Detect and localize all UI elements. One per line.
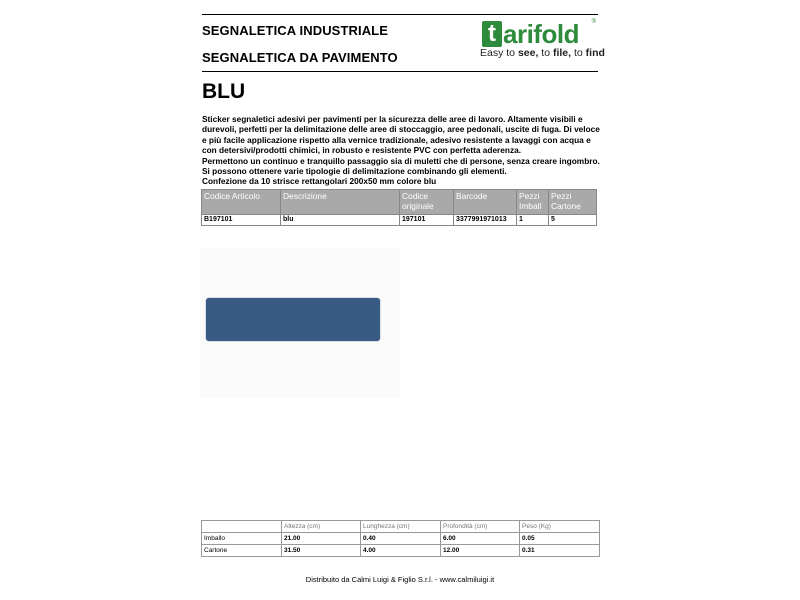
cell-altezza: 21.00 xyxy=(282,533,361,545)
table-row xyxy=(202,533,600,545)
cell-profondita: 12.00 xyxy=(441,545,520,557)
cell-peso: 0.31 xyxy=(520,545,600,557)
product-description xyxy=(202,114,600,187)
cell-pezzi-cartone: 5 xyxy=(549,215,597,226)
subcategory-heading: SEGNALETICA DA PAVIMENTO xyxy=(202,50,398,65)
tag-see: see, xyxy=(517,47,539,59)
logo-wordmark xyxy=(482,17,579,47)
distributor-footer: Distribuito da Calmi Luigi & Figlio S.r.l. - www.calmiluigi.it xyxy=(305,575,495,584)
cell-codice-articolo: B197101 xyxy=(202,215,281,226)
col-pezzi-imball: Pezzi Imball xyxy=(517,190,549,215)
col-lunghezza: Lunghezza (cm) xyxy=(361,521,441,533)
cell-profondita: 6.00 xyxy=(441,533,520,545)
tag-file: file, xyxy=(552,47,572,59)
cell-peso: 0.05 xyxy=(520,533,600,545)
logo-word-rest: arifold xyxy=(503,19,579,49)
cell-pezzi-imball: 1 xyxy=(517,215,549,226)
tag-pre: Easy to xyxy=(480,47,518,59)
col-barcode: Barcode xyxy=(454,190,517,215)
col-altezza: Altezza (cm) xyxy=(282,521,361,533)
row-label: Cartone xyxy=(202,545,282,557)
packaging-header-row xyxy=(202,521,600,533)
blue-floor-strip xyxy=(206,298,380,341)
col-codice-articolo: Codice Articolo xyxy=(202,190,281,215)
packaging-table xyxy=(201,520,600,557)
tarifold-logo xyxy=(478,17,605,63)
product-title: BLU xyxy=(202,80,246,103)
logo-t-block: t xyxy=(482,21,502,47)
table-row xyxy=(202,545,600,557)
article-table-header-row xyxy=(202,190,597,215)
top-rule xyxy=(202,14,598,15)
description-paragraph: Permettono un continuo e tranquillo passaggio sia di muletti che di persone, senza creare ingombro. Si possono ottenere varie tipologie di delimitazione combinando gli elementi. xyxy=(202,155,600,177)
tag-find: find xyxy=(585,47,605,59)
description-paragraph: Sticker segnaletici adesivi per pavimenti per la sicurezza delle aree di lavoro. Altamente visibili e durevoli, perfetti per la delimitazione delle aree di stoccaggio, aree pedonali, uscite di fuga. Di veloce e più facile applicazione rispetto alla vernice tradizionale, adesivo resistente a lavaggi con acqua e con detersivi/prodotti chimici, in robusto e resistente PVC con perfetta aderenza. xyxy=(202,114,600,156)
col-peso: Peso (Kg) xyxy=(520,521,600,533)
col-pezzi-cartone: Pezzi Cartone xyxy=(549,190,597,215)
description-paragraph: Confezione da 10 strisce rettangolari 200x50 mm colore blu xyxy=(202,176,437,187)
category-heading: SEGNALETICA INDUSTRIALE xyxy=(202,23,388,38)
col-profondita: Profondità (cm) xyxy=(441,521,520,533)
logo-registered-mark: ® xyxy=(591,19,596,25)
col-empty xyxy=(202,521,282,533)
tag-mid2: to xyxy=(571,47,586,59)
col-codice-originale: Codice originale xyxy=(400,190,454,215)
tag-mid1: to xyxy=(538,47,553,59)
cell-barcode: 3377991971013 xyxy=(454,215,517,226)
cell-altezza: 31.50 xyxy=(282,545,361,557)
row-label: Imballo xyxy=(202,533,282,545)
col-descrizione: Descrizione xyxy=(281,190,400,215)
article-table xyxy=(201,189,597,226)
header-rule xyxy=(202,71,598,72)
table-row xyxy=(202,215,597,226)
cell-codice-originale: 197101 xyxy=(400,215,454,226)
logo-tagline xyxy=(480,47,605,59)
cell-lunghezza: 4.00 xyxy=(361,545,441,557)
cell-descrizione: blu xyxy=(281,215,400,226)
cell-lunghezza: 0.40 xyxy=(361,533,441,545)
